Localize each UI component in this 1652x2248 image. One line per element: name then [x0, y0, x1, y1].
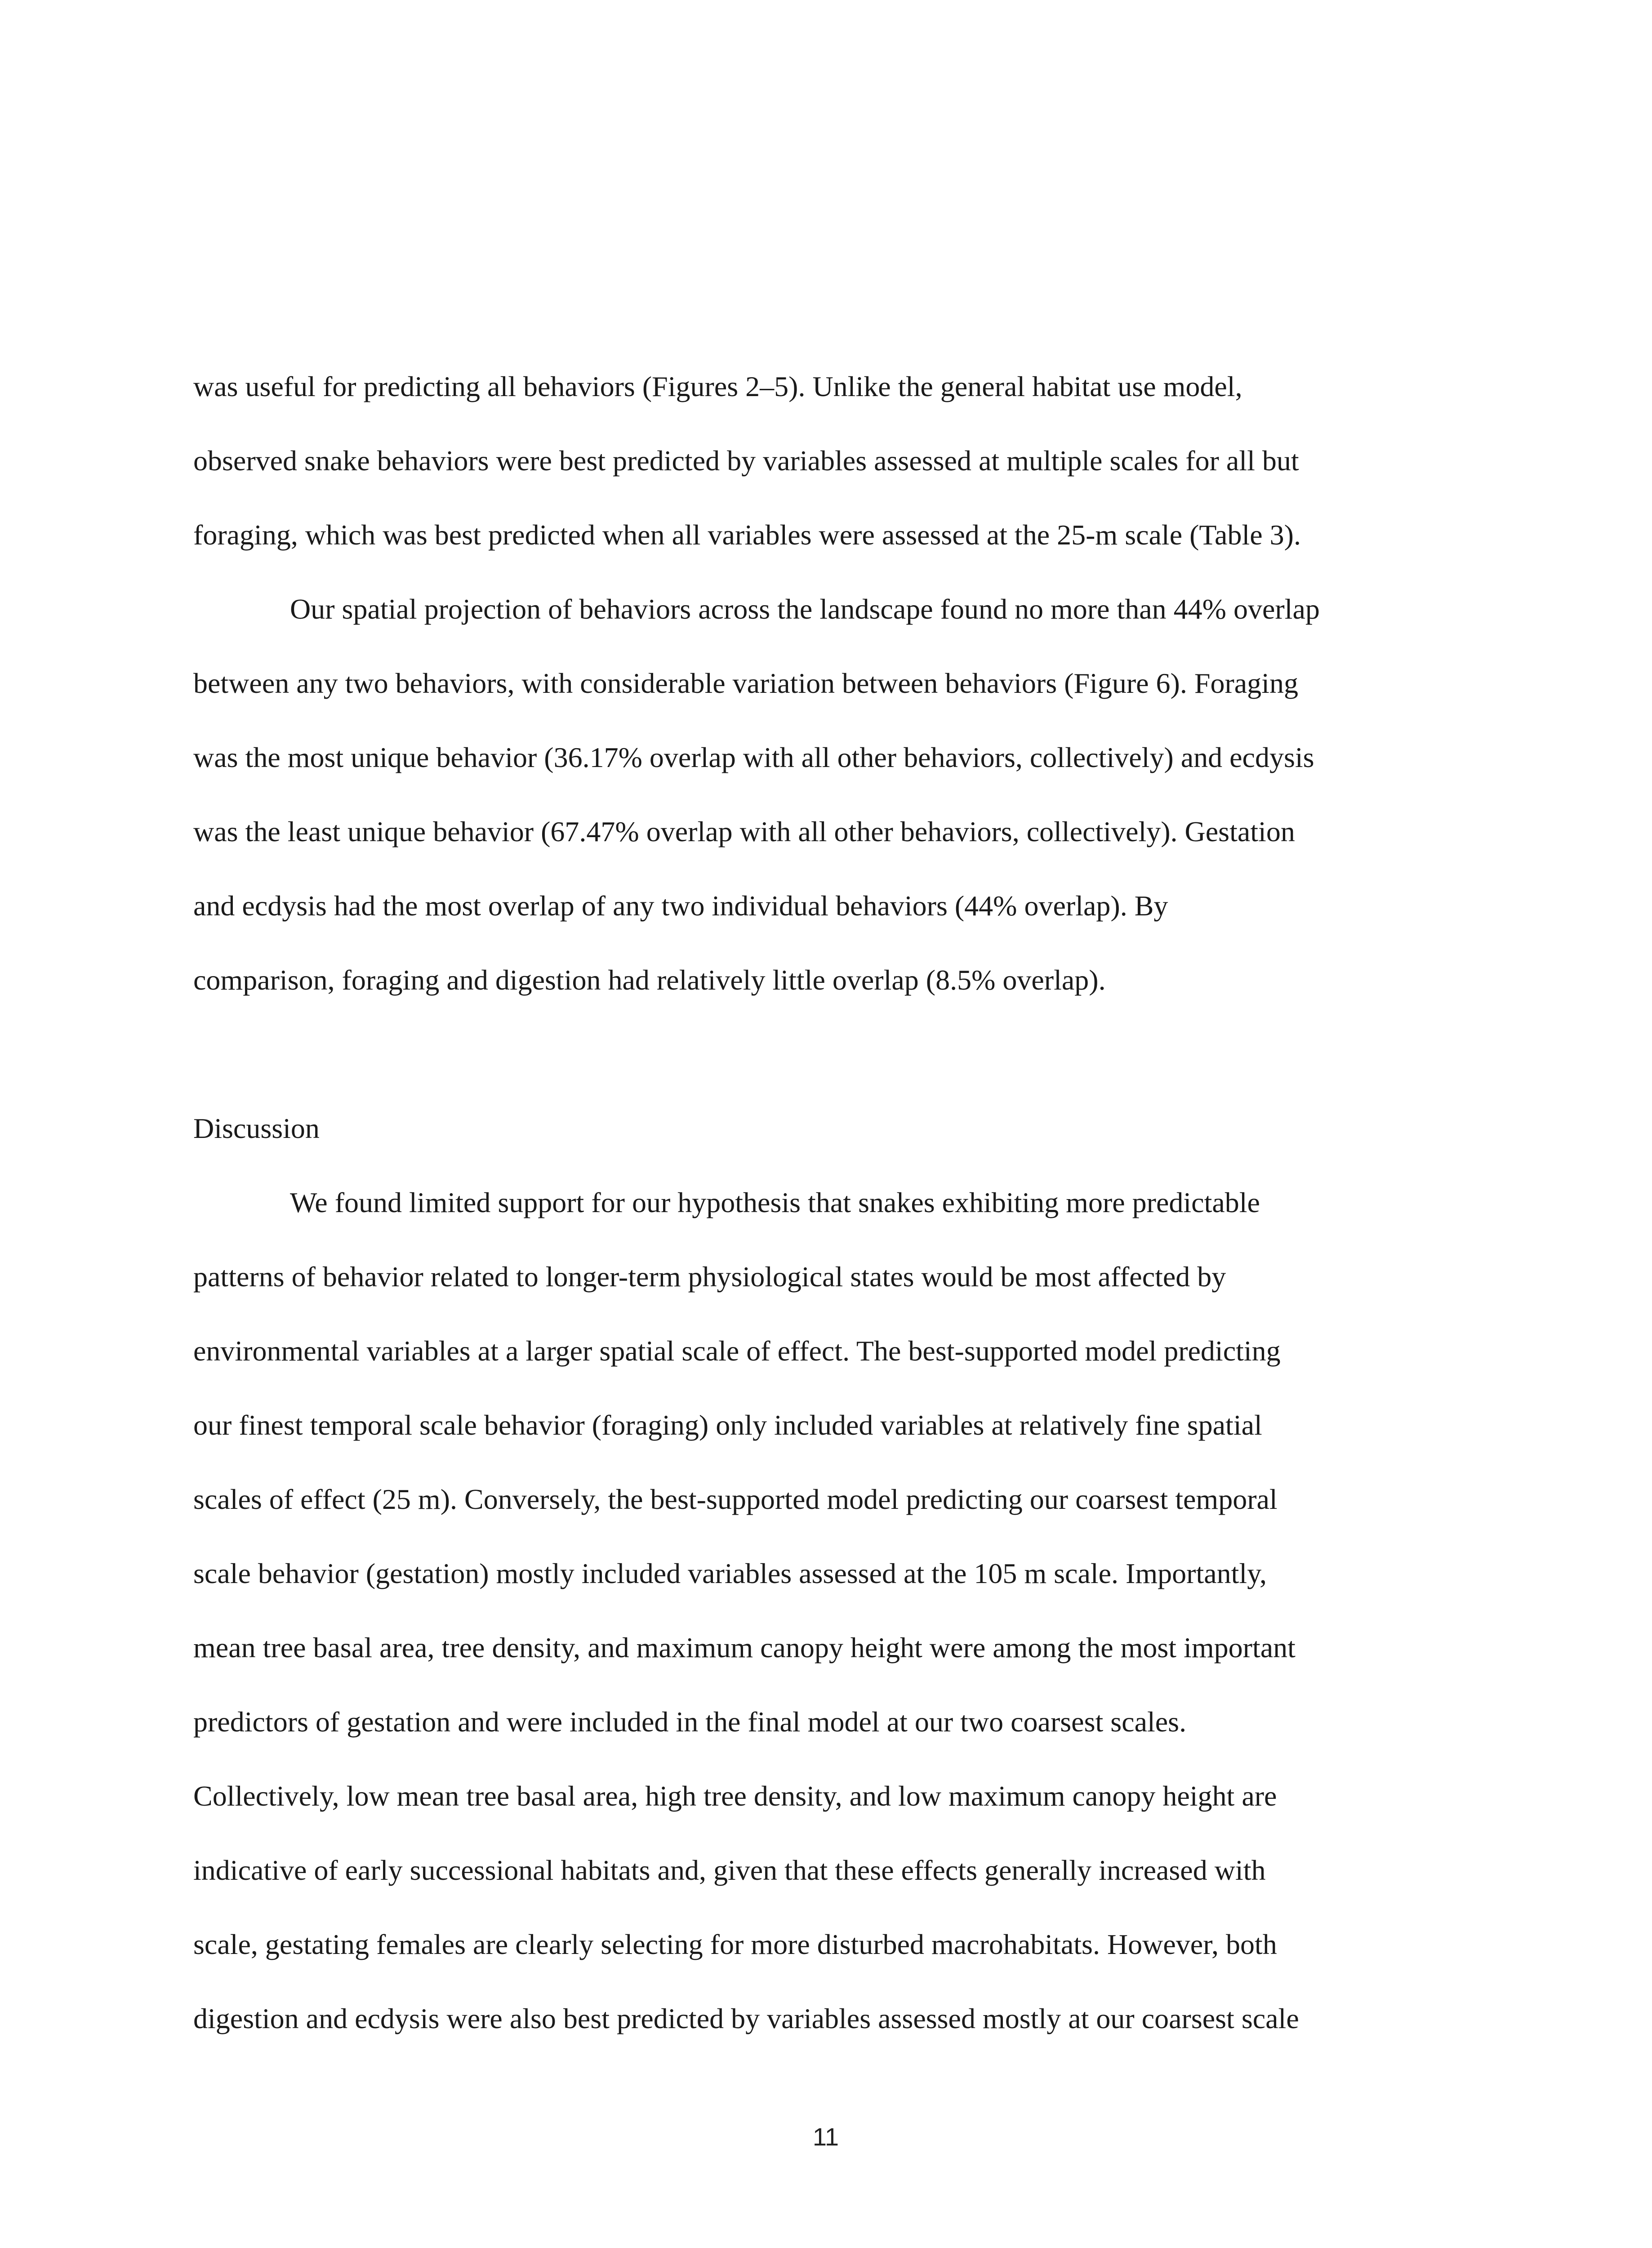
text-line: and ecdysis had the most overlap of any two individual behaviors (44% overlap). By [193, 890, 1168, 922]
text-line: was the most unique behavior (36.17% overlap with all other behaviors, collectively) and ecdysis [193, 741, 1314, 773]
text-line: Collectively, low mean tree basal area, high tree density, and low maximum canopy height are [193, 1780, 1277, 1812]
text-line: our finest temporal scale behavior (foraging) only included variables at relatively fine spatial [193, 1409, 1262, 1441]
text-line: indicative of early successional habitats and, given that these effects generally increased with [193, 1854, 1266, 1886]
text-line: observed snake behaviors were best predicted by variables assessed at multiple scales for all but [193, 445, 1299, 477]
text-line: mean tree basal area, tree density, and maximum canopy height were among the most important [193, 1632, 1296, 1664]
text-line: patterns of behavior related to longer-term physiological states would be most affected by [193, 1261, 1226, 1293]
text-line: comparison, foraging and digestion had relatively little overlap (8.5% overlap). [193, 964, 1106, 996]
text-line: foraging, which was best predicted when all variables were assessed at the 25-m scale (Table 3). [193, 519, 1301, 551]
section-heading: Discussion [193, 1112, 320, 1144]
text-line: scale, gestating females are clearly selecting for more disturbed macrohabitats. However, both [193, 1928, 1277, 1960]
text-line: scales of effect (25 m). Conversely, the best-supported model predicting our coarsest temporal [193, 1483, 1278, 1515]
text-line: digestion and ecdysis were also best predicted by variables assessed mostly at our coarsest scale [193, 2003, 1299, 2034]
text-line: We found limited support for our hypothesis that snakes exhibiting more predictable [290, 1186, 1260, 1218]
page-number: 11 [812, 2123, 839, 2151]
text-line: environmental variables at a larger spatial scale of effect. The best-supported model predicting [193, 1335, 1281, 1367]
text-line: predictors of gestation and were included in the final model at our two coarsest scales. [193, 1706, 1187, 1738]
text-line: scale behavior (gestation) mostly included variables assessed at the 105 m scale. Importantly, [193, 1557, 1267, 1589]
text-line: between any two behaviors, with considerable variation between behaviors (Figure 6). Foraging [193, 667, 1298, 699]
text-line: Our spatial projection of behaviors across the landscape found no more than 44% overlap [290, 593, 1320, 625]
text-line: was the least unique behavior (67.47% overlap with all other behaviors, collectively). Gestation [193, 816, 1295, 847]
text-line: was useful for predicting all behaviors (Figures 2–5). Unlike the general habitat use model, [193, 370, 1242, 402]
